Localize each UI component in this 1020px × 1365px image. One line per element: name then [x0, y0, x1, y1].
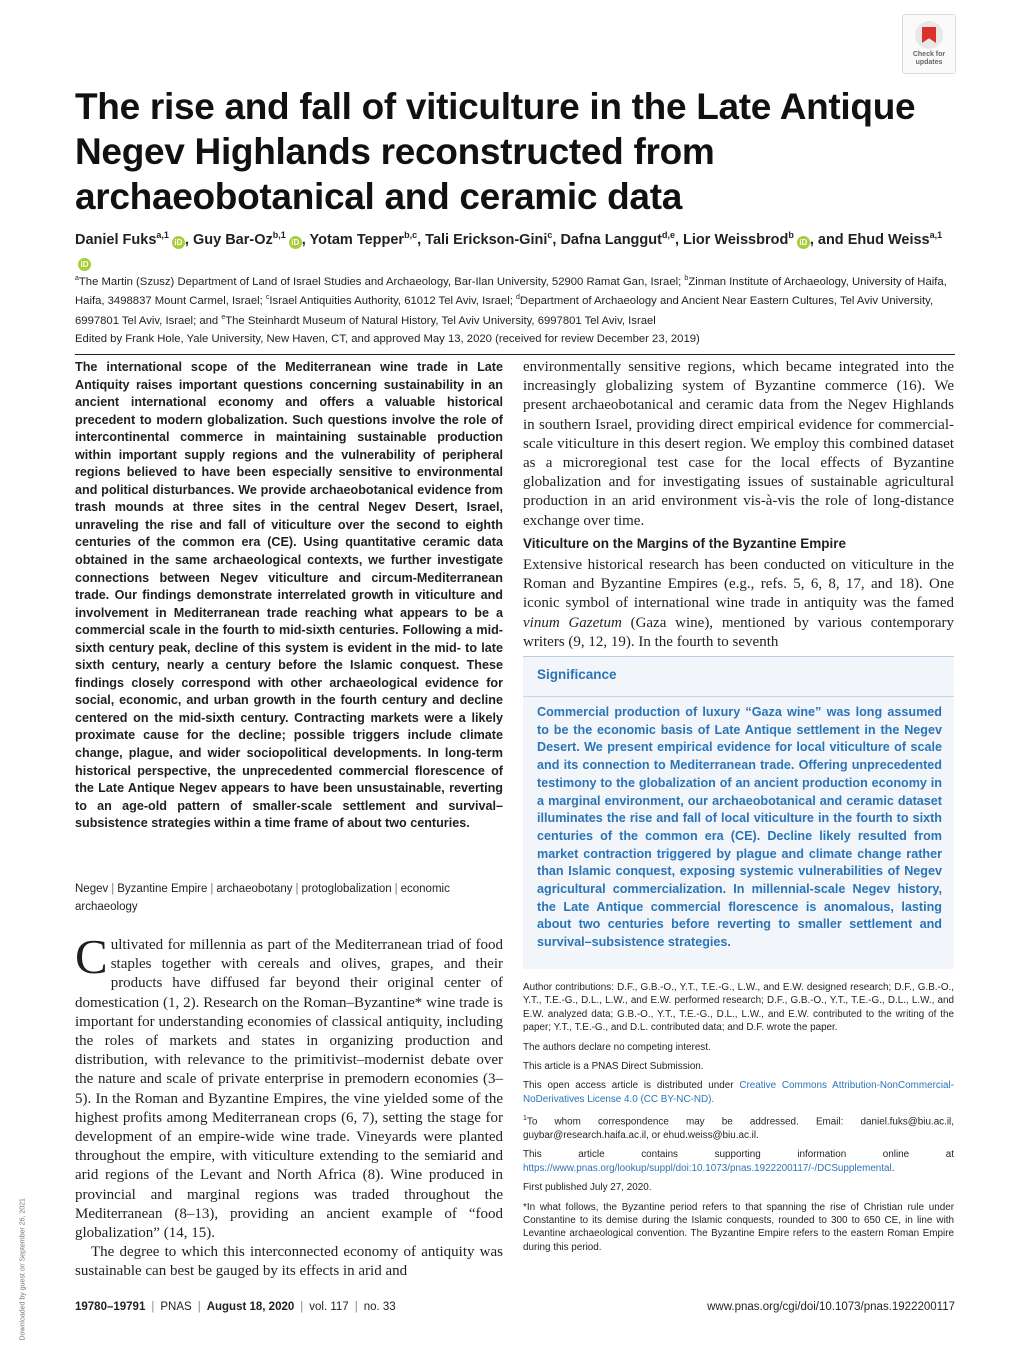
header-divider — [75, 354, 955, 355]
author-name[interactable]: Daniel Fuks — [75, 231, 157, 248]
orcid-icon[interactable]: iD — [172, 236, 185, 249]
article-title: The rise and fall of viticulture in the Late Antique Negev Highlands reconstructed from archaeobotanical and ceramic data — [75, 86, 916, 217]
byzantine-footnote: *In what follows, the Byzantine period refers to that spanning the rise of Christian rule under Constantine to its demise during the Islamic conquests, rounded to 300 to 650 CE, in line with Levantine archaeological convention. The Byzantine Empire refers to the eastern Roman Empire during this period. — [523, 1201, 954, 1253]
significance-title: Significance — [537, 667, 617, 682]
author-name[interactable]: Guy Bar-Oz — [192, 231, 273, 248]
keyword-separator: | — [295, 883, 299, 895]
affiliation-c: Israel Antiquities Authority, 61012 Tel Aviv, Israel; — [269, 295, 513, 308]
author-affiliation-marker: b,c — [404, 230, 418, 240]
affiliation-d: Department of Archaeology and Ancient Near Eastern Cultures, Tel Aviv University, 6997801 Tel Aviv, Israel; and — [75, 295, 934, 327]
body-column-right-intro: environmentally sensitive regions, which became integrated into the increasingly globalizing system of Byzantine commerce (16). We present archaeobotanical and ceramic data from the Negev Highlands in southern Israel, providing direct empirical evidence for commercial-scale viticulture in this desert region. We employ this combined dataset as a microregional test case for the local effects of Byzantine globalization and for investigating issues of sustainable agricultural production in an arid environment vis-à-vis the role of long-distance exchange over time. — [523, 359, 954, 529]
keyword: economic archaeology — [75, 883, 450, 913]
orcid-icon[interactable]: iD — [78, 258, 91, 271]
abstract: The international scope of the Mediterranean wine trade in Late Antiquity raises important questions concerning sustainability in an ancient international economy and offers a valuable historical precedent to modern globalization. Such questions involve the role of intercontinental commerce in maintaining sustainable production within important supply regions and the vulnerability of peripheral regions believed to have been especially sensitive to environmental and political disturbances. We provide archaeobotanical evidence from trash mounds at three sites in the central Negev Desert, Israel, unraveling the rise and fall of viticulture over the second to eighth centuries of the common era (CE). Using quantitative ceramic data obtained in the same archaeological contexts, we further investigate connections between Negev viticulture and circum-Mediterranean trade. Our findings demonstrate interrelated growth in viticulture and involvement in Mediterranean trade reaching what appears to be a commercial scale in the fourth to mid-sixth centuries. Following a mid-sixth century peak, decline of this system is evident in the mid- to late sixth century, nearly a century before the Islamic conquest. These findings closely correspond with other archaeological evidence for social, economic, and urban growth in the fourth century and decline centered on the mid-sixth century. Contracting markets were a likely proximate cause for the decline; possible triggers include climate change, plague, and wider sociopolitical developments. In long-term historical perspective, the unprecedented commercial florescence of the Late Antique Negev appears to have been unsustainable, reverting to an age-old pattern of smaller-scale settlement and survival–subsistence strategies within a time frame of about two centuries. — [75, 360, 503, 831]
keyword-separator: | — [210, 883, 214, 895]
para1-text: ultivated for millennia as part of the Mediterranean triad of food staples together with cereals and olives, grapes, and their products have diffused far beyond their original center of domestication (1, 2). Research on the Roman–Byzantine* wine trade is important for understanding economies of classical antiquity, including the roles of markets and states in organizing production and distribution, with relevance to the primitivist–modernist debate over the nature and scale of private enterprise in premodern economies (3–5). In the Roman and Byzantine Empires, the vine yielded some of the highest profits among Mediterranean crops (6, 7), setting the stage for development of an empire-wide wine trade. Vineyards were planted throughout the empire, with viticulture extending to the semiarid and arid regions of the Levant and North Africa (8). Wine produced in provincial and marginal regions was traded throughout the Mediterranean (8–13), providing an ancient example of “food globalization” (14, 15). — [75, 937, 503, 1242]
volume: vol. 117 — [309, 1301, 349, 1313]
bookmark-icon — [915, 21, 943, 49]
badge-line2: updates — [915, 59, 943, 66]
section-text-b: (Gaza wine), mentioned by various contemporary writers (9, 12, 19). In the fourth to seventh — [523, 614, 954, 650]
intro-paragraph — [75, 929, 503, 1243]
significance-divider — [523, 696, 954, 697]
section-text-italic: vinum Gazetum — [523, 614, 622, 631]
author-affiliation-marker: b,1 — [272, 230, 286, 240]
affiliation-a: The Martin (Szusz) Department of Land of Israel Studies and Archaeology, Bar-Ilan University, 52900 Ramat Gan, Israel; — [78, 275, 682, 288]
si-suffix: . — [891, 1162, 895, 1174]
correspondence-text: To whom correspondence may be addressed. Email: daniel.fuks@biu.ac.il, guybar@research.haifa.ac.il, or ehud.weiss@biu.ac.il. — [523, 1116, 954, 1141]
body-column-left — [75, 929, 503, 1282]
doi-link[interactable]: www.pnas.org/cgi/doi/10.1073/pnas.1922200117 — [707, 1301, 955, 1313]
download-stamp-text: Downloaded by guest on September 26, 2021 — [19, 1198, 27, 1341]
license-note — [523, 1079, 954, 1106]
correspondence-marker: 1 — [523, 1115, 527, 1123]
author-name[interactable]: Dafna Langgut — [560, 231, 662, 248]
section-heading: Viticulture on the Margins of the Byzantine Empire — [523, 536, 847, 551]
si-prefix: This article contains supporting information online at — [523, 1149, 954, 1161]
significance-text: Commercial production of luxury “Gaza wine” was long assumed to be the economic basis of Late Antique settlement in the Negev Desert. We present empirical evidence for local viticulture of scale and its connection to Mediterranean trade. Offering unprecedented testimony to the globalization of an ancient production economy in a marginal environment, our archaeobotanical and ceramic dataset illuminates the rise and fall of local viticulture in the fourth to sixth centuries of the common era (CE). Decline likely resulted from market contraction triggered by plague and climate change rather than Islamic conquest, exposing systemic vulnerabilities of Negev agricultural commercialization. In millennial-scale Negev history, the Late Antique commercial florescence is anomalous, lasting about two centuries before reverting to smaller settlement and survival–subsistence strategies. — [537, 705, 942, 950]
keywords — [75, 880, 503, 916]
author-affiliation-marker: b — [788, 230, 794, 240]
section-text-a: Extensive historical research has been conducted on viticulture in the Roman and Byzantine Empires (e.g., refs. 5, 6, 8, 17, and 18). One iconic symbol of international wine trade in antiquity was the famed — [523, 557, 954, 612]
issue-number: no. 33 — [363, 1301, 396, 1313]
drop-cap: C — [75, 929, 108, 984]
competing-interest: The authors declare no competing interest. — [523, 1041, 711, 1053]
author-affiliation-marker: a,1 — [156, 230, 169, 240]
author-affiliation-marker: d,e — [661, 230, 675, 240]
keyword-separator: | — [111, 883, 115, 895]
si-link[interactable]: https://www.pnas.org/lookup/suppl/doi:10.1073/pnas.1922200117/-/DCSupplemental — [523, 1162, 892, 1174]
para2: The degree to which this interconnected economy of antiquity was sustainable can best be gauged by its effects in arid and — [75, 1244, 503, 1280]
edited-by: Edited by Frank Hole, Yale University, New Haven, CT, and approved May 13, 2020 (received for review December 23, 2019) — [75, 333, 700, 345]
significance-box — [523, 656, 954, 969]
author-list: Daniel Fuks$^{a,1}$iD , Guy Bar-Oz$^{b,1}$iD , Yotam Tepper$^{b,c}$, Tali Erickson-Gini$^c$, Dafna Langgut$^{d,e}$, Lior Weissbrod$^b$iD , and Ehud Weiss$^{a,1}$iD — [75, 230, 943, 269]
keyword-separator: | — [394, 883, 398, 895]
keyword: Negev — [75, 883, 109, 895]
supporting-info — [523, 1148, 954, 1175]
author-name[interactable]: Lior Weissbrod — [683, 231, 789, 248]
affiliations: $^a$The Martin (Szusz) Department of Land of Israel Studies and Archaeology, Bar-Ilan University, 52900 Ramat Gan, Israel; $^b$Zinman Institute of Archaeology, University of Haifa, Haifa, 3498837 Mount Carmel, Israel; $^c$Israel Antiquities Authority, 61012 Tel Aviv, Israel; $^d$Department of Archaeology and Ancient Near Eastern Cultures, Tel Aviv University, 6997801 Tel Aviv, Israel; and $^e$The Steinhardt Museum of Natural History, Tel Aviv University, 6997801 Tel Aviv, Israel — [75, 275, 947, 327]
article-notes — [523, 981, 954, 1260]
badge-line1: Check for — [912, 51, 946, 58]
author-affiliation-marker: c — [547, 230, 553, 240]
affiliation-e: The Steinhardt Museum of Natural History, Tel Aviv University, 6997801 Tel Aviv, Israel — [225, 314, 656, 327]
keyword: archaeobotany — [216, 883, 293, 895]
author-name[interactable]: Yotam Tepper — [309, 231, 405, 248]
affiliation-b: Zinman Institute of Archaeology, University of Haifa, Haifa, 3498837 Mount Carmel, Israel; — [75, 275, 947, 308]
keyword: protoglobalization — [301, 883, 392, 895]
author-name[interactable]: Tali Erickson-Gini — [425, 231, 548, 248]
footer-citation: 19780–19791 | PNAS | August 18, 2020 | vol. 117 | no. 33 — [75, 1301, 396, 1313]
orcid-icon[interactable]: iD — [797, 236, 810, 249]
published-date: First published July 27, 2020. — [523, 1182, 652, 1194]
author-affiliation-marker: a,1 — [929, 230, 943, 240]
page-range: 19780–19791 — [75, 1301, 146, 1313]
download-stamp — [8, 1198, 27, 1342]
orcid-icon[interactable]: iD — [289, 236, 302, 249]
author-contributions: Author contributions: D.F., G.B.-O., Y.T., T.E.-G., L.W., and E.W. designed research; D.F., G.B.-O., Y.T., T.E.-G., D.L., L.W., and E.W. performed research; D.F., G.B.-O., Y.T., T.E.-G., D.L., L.W., and E.W. analyzed data; G.B.-O., Y.T., T.E.-G., D.L., L.W., and E.W. contributed to the writing of the paper; Y.T., T.E.-G., and D.L. contributed data; and D.F. wrote the paper. — [523, 982, 954, 1034]
license-link[interactable]: Creative Commons Attribution-NonCommercial-NoDerivatives License 4.0 (CC BY-NC-ND). — [523, 1080, 954, 1105]
check-for-updates-badge[interactable] — [902, 14, 956, 74]
license-prefix: This open access article is distributed under — [523, 1080, 740, 1092]
direct-submission: This article is a PNAS Direct Submission. — [523, 1061, 704, 1073]
correspondence — [523, 1112, 954, 1142]
keyword: Byzantine Empire — [117, 883, 208, 895]
journal-name: PNAS — [160, 1301, 192, 1313]
author-name[interactable]: Ehud Weiss — [847, 231, 930, 248]
body-column-right-section — [523, 556, 954, 652]
issue-date: August 18, 2020 — [206, 1301, 295, 1313]
